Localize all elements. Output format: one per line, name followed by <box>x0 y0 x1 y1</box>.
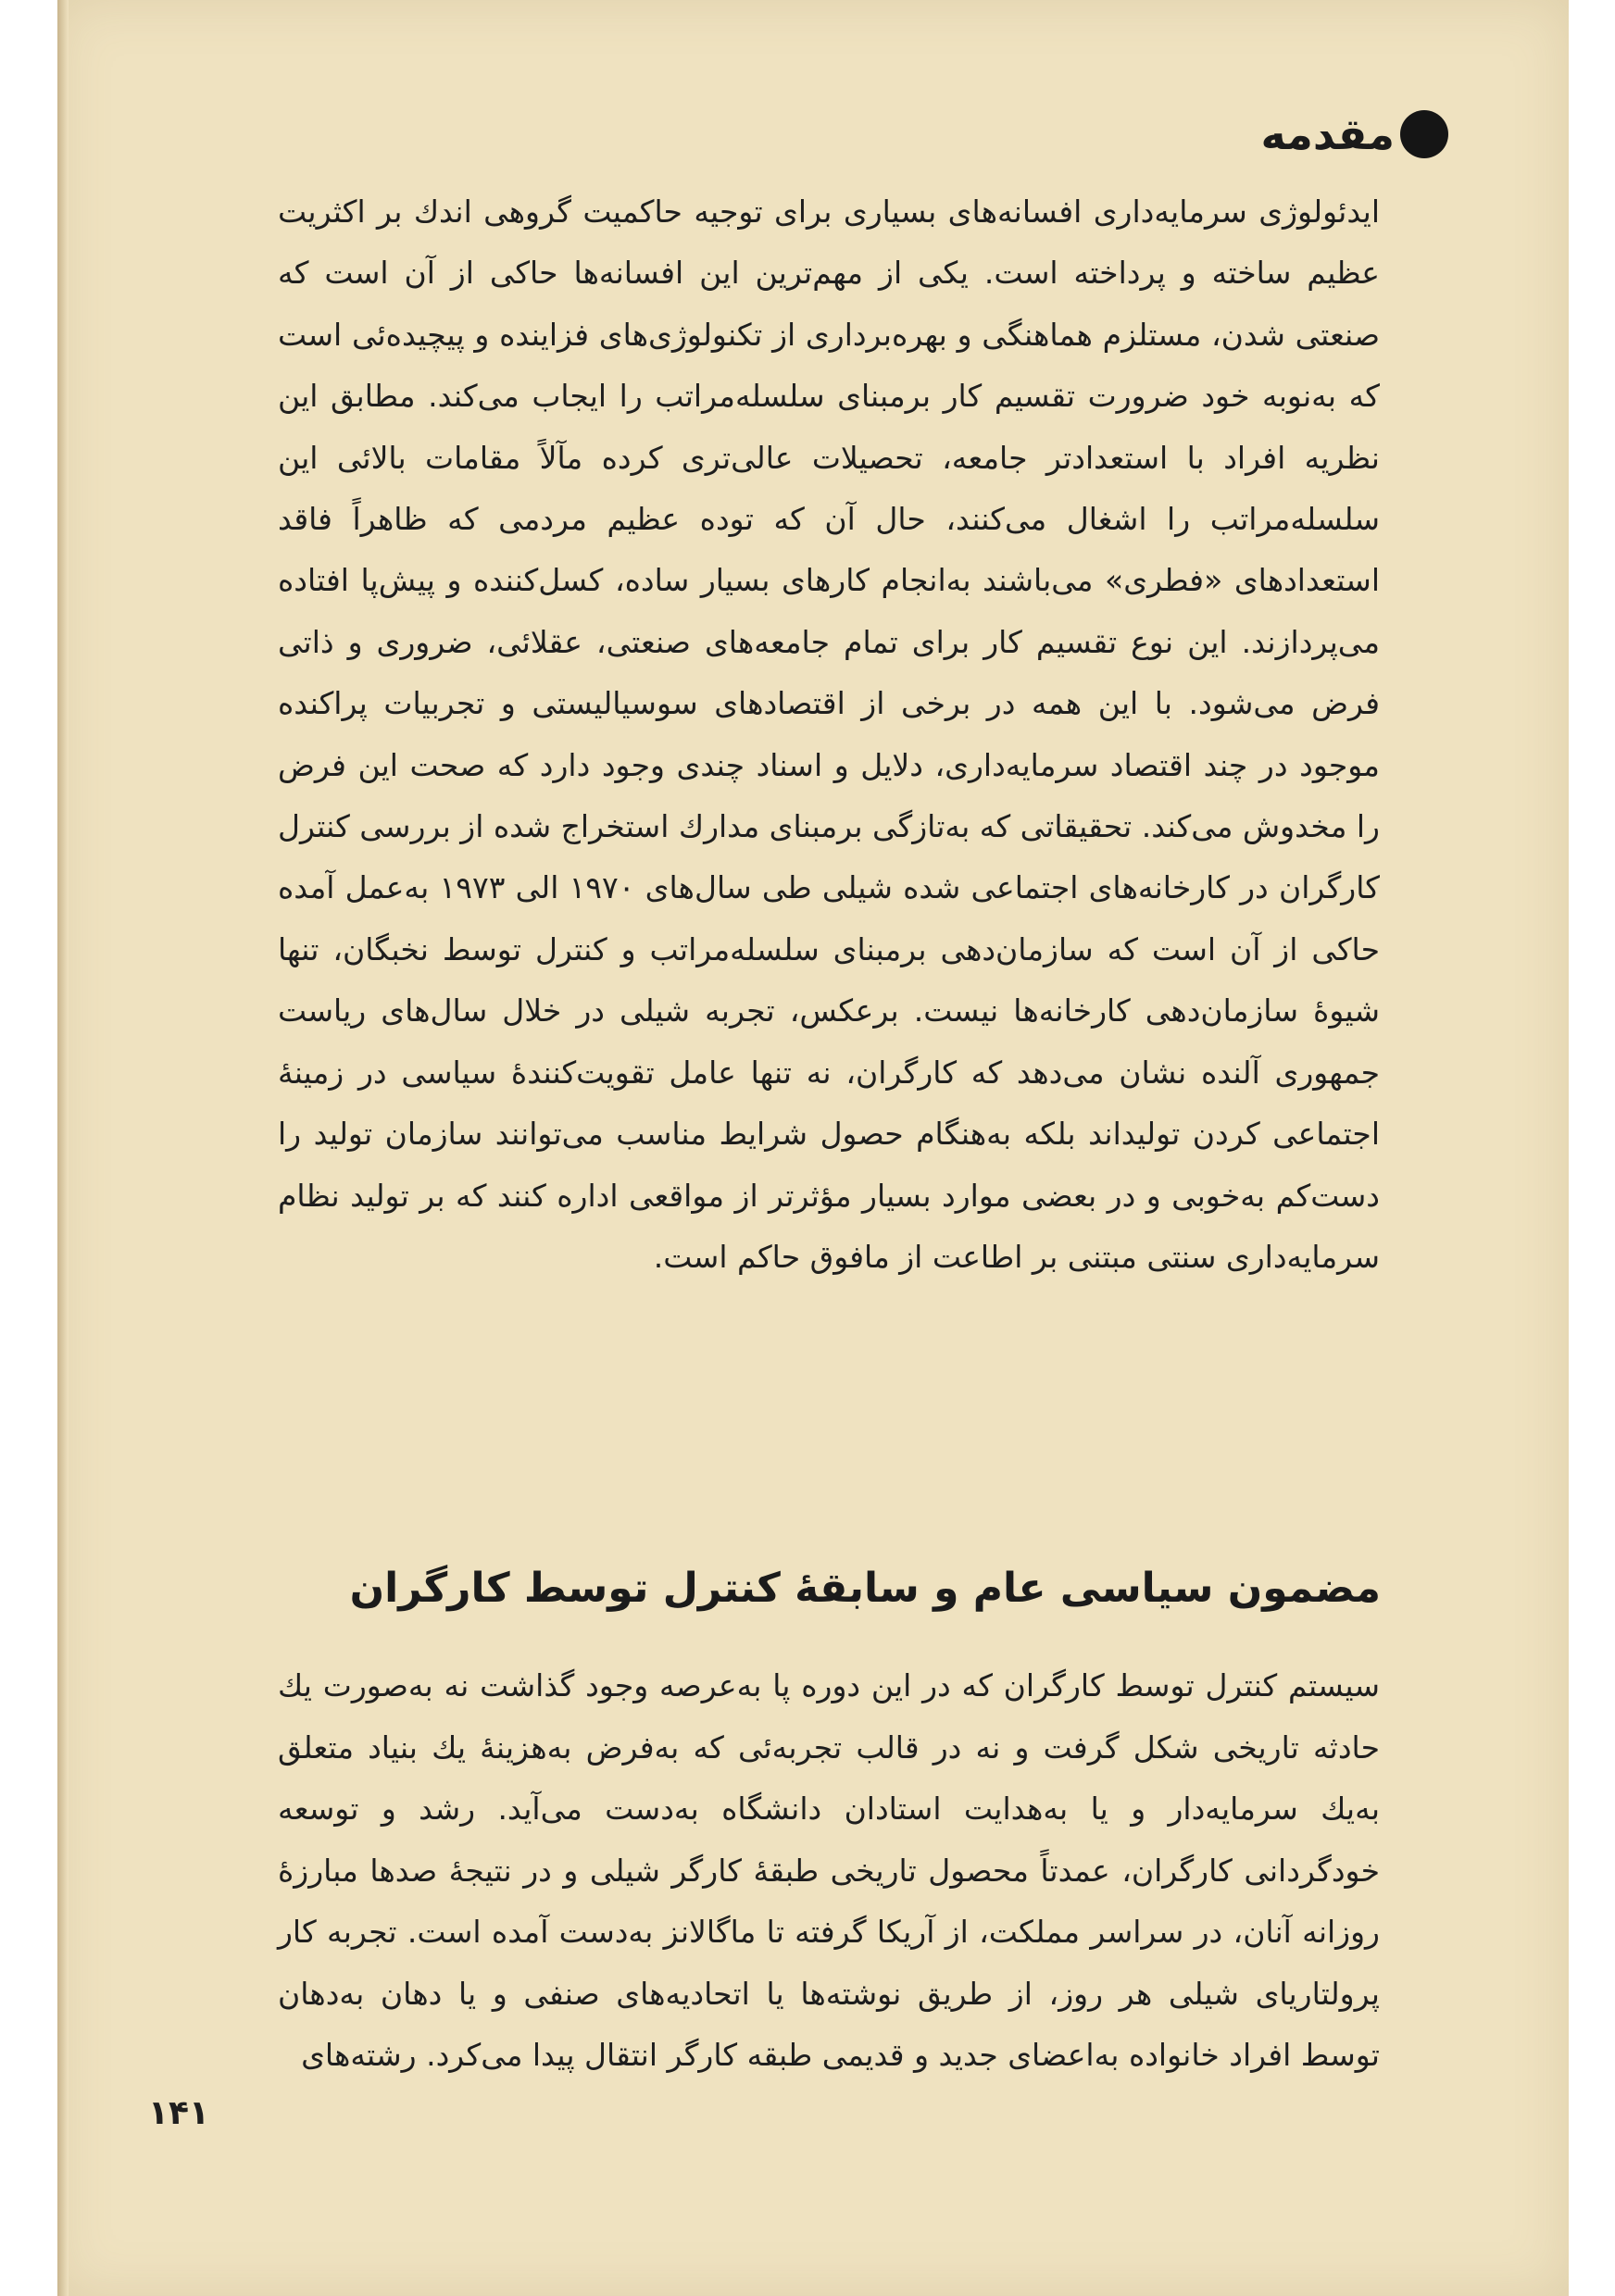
intro-paragraph: ایدئولوژی سرمایه‌داری افسانه‌های بسیاری برای توجیه حاکمیت گروهی اندك بر اکثریت عظیم ساخته و پرداخته است. یکی از مهم‌ترین این افسانه‌ها حاکی از آن است که صنعتی شدن، مستلزم هماهنگی و بهره‌برداری از تکنولوژی‌های فزاینده و پیچیده‌ئی است که به‌نوبه خود ضرورت تقسیم کار برمبنای سلسله‌مراتب را ایجاب می‌کند. مطابق این نظریه افراد با استعدادتر جامعه، تحصیلات عالی‌تری کرده مآلاً مقامات بالائی این سلسله‌مراتب را اشغال می‌کنند، حال آن که توده عظیم مردمی که ظاهراً فاقد استعدادهای «فطری» می‌باشند به‌انجام کارهای بسیار ساده، کسل‌کننده و پیش‌پا افتاده می‌پردازند. این نوع تقسیم کار برای تمام جامعه‌های صنعتی، عقلائی، ضروری و ذاتی فرض می‌شود. با این همه در برخی از اقتصادهای سوسیالیستی و تجربیات پراکنده موجود در چند اقتصاد سرمایه‌داری، دلایل و اسناد چندی وجود دارد که صحت این فرض را مخدوش می‌کند. تحقیقاتی که به‌تازگی برمبنای مدارك استخراج شده از بررسی کنترل کارگران در کارخانه‌های اجتماعی شده شیلی طی سال‌های ۱۹۷۰ الی ۱۹۷۳ به‌عمل آمده حاکی از آن است که سازمان‌دهی برمبنای سلسله‌مراتب و کنترل توسط نخبگان، تنها شیوهٔ سازمان‌دهی کارخانه‌ها نیست. برعکس، تجربه شیلی در خلال سال‌های ریاست جمهوری آلنده نشان می‌دهد که کارگران، نه تنها عامل تقویت‌کنندهٔ سیاسی در زمینهٔ اجتماعی کردن تولیداند بلکه به‌هنگام حصول شرایط مناسب می‌توانند سازمان تولید را دست‌کم به‌خوبی و در بعضی موارد بسیار مؤثرتر از مواقعی اداره کنند که بر تولید نظام سرمایه‌داری سنتی مبتنی بر اطاعت از مافوق حاکم است. <box>278 193 1380 1275</box>
section-heading <box>1260 109 1448 159</box>
section-title: مقدمه <box>1260 109 1395 159</box>
page-binding-edge <box>57 0 69 2296</box>
subsection-paragraph: سیستم کنترل توسط کارگران که در این دوره پا به‌عرصه وجود گذاشت نه به‌صورت یك حادثه تاریخی شکل گرفت و نه در قالب تجربه‌ئی که به‌فرض به‌هزینهٔ یك بنیاد متعلق به‌یك سرمایه‌دار و یا به‌هدایت استادان دانشگاه به‌دست می‌آید. رشد و توسعه خودگردانی کارگران، عمدتاً محصول تاریخی طبقهٔ کارگر شیلی و در نتیجهٔ صدها مبارزهٔ روزانه آنان، در سراسر مملکت، از آریکا گرفته تا ماگالانز به‌دست آمده است. تجربه کار پرولتاریای شیلی هر روز، از طریق نوشته‌ها یا اتحادیه‌های صنفی و یا دهان به‌دهان توسط افراد خانواده به‌اعضای جدید و قدیمی طبقه کارگر انتقال پیدا می‌کرد. رشته‌های <box>278 1667 1380 2073</box>
page-number: ۱۴۱ <box>148 2094 209 2132</box>
bullet-dot-icon <box>1400 110 1448 158</box>
subsection-title: مضمون سیاسی عام و سابقهٔ کنترل توسط کارگران <box>349 1565 1381 1612</box>
